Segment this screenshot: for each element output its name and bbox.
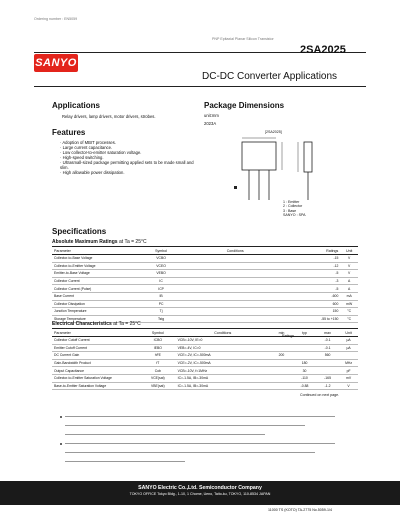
- table-row: Collector Cutoff Current ICBO VCB=-10V, IE=0 -0.1 μA: [52, 337, 358, 345]
- package-label: [2SA2025]: [265, 130, 282, 134]
- ordering-number: Ordering number : EN5059: [34, 17, 78, 21]
- table-row: Base Current IB -600 mA: [52, 292, 358, 300]
- table-row: Collector-to-Emitter Voltage VCEO -12 V: [52, 262, 358, 270]
- table-row: DC Current Gain hFE VCE=-2V, IC=-500mA 200 560: [52, 352, 358, 360]
- package-unit: unit:mm: [204, 113, 219, 118]
- col-header: Symbol: [142, 247, 181, 255]
- table-row: Junction Temperature Tj 150 °C: [52, 308, 358, 316]
- document-code: 11000 TS (KOTO) TA-2775 No.5059-1/4: [268, 508, 332, 512]
- col-header: Unit: [340, 247, 358, 255]
- feature-item: · High-speed switching.: [60, 155, 104, 160]
- page-title: DC-DC Converter Applications: [202, 71, 338, 82]
- table-row: Collector Current IC -3 A: [52, 277, 358, 285]
- pin-list: [283, 200, 343, 218]
- col-header: Parameter: [52, 247, 142, 255]
- features-heading: Features: [52, 128, 86, 137]
- title-rule: [34, 86, 366, 87]
- package-code: 2023A: [204, 121, 217, 126]
- device-type: PNP Epitaxial Planar Silicon Transistor: [212, 37, 274, 41]
- table-row: Storage Temperature Tstg -55 to +150 °C: [52, 315, 358, 323]
- col-header: Symbol: [140, 329, 176, 337]
- table-row: Gain-Bandwidth Product fT VCE=-2V, IC=-500mA 180 MHz: [52, 359, 358, 367]
- sanyo-logo: SANYO: [34, 54, 78, 72]
- package-mark: SANYO : SPA: [283, 213, 306, 218]
- col-header: Ratings: [290, 247, 340, 255]
- disclaimer-line: [60, 426, 350, 435]
- package-heading: Package Dimensions: [204, 101, 285, 110]
- specifications-heading: Specifications: [52, 227, 107, 236]
- col-header: Conditions: [180, 247, 289, 255]
- elec-char-heading: Electrical Characteristics at Ta = 25°C: [52, 321, 141, 327]
- pin-item: 1 : Emitter: [283, 200, 300, 204]
- table-row: Emitter Cutoff Current IEBO VEB=-4V, IC=0 -0.1 μA: [52, 344, 358, 352]
- disclaimer-line: [60, 417, 350, 426]
- elec-char-table: [52, 328, 358, 390]
- feature-item: · Ultrasmall-sized package permitting applied sets to be made small and slim.: [60, 160, 194, 170]
- footer-band: [0, 481, 400, 505]
- col-header: max: [316, 329, 339, 337]
- table-row: Collector-to-Base Voltage VCBO -15 V: [52, 255, 358, 263]
- part-number: 2SA2025: [300, 44, 346, 56]
- table-row: Base-to-Emitter Saturation Voltage VBE(sat) IC=-1.5A, IB=-30mA -0.88 -1.2 V: [52, 382, 358, 390]
- col-header: Unit: [339, 329, 358, 337]
- table-row: Collector Dissipation PC 600 mW: [52, 300, 358, 308]
- pin-item: 2 : Collector: [283, 204, 303, 209]
- disclaimer-line: [60, 408, 350, 417]
- disclaimer-line: [60, 444, 350, 453]
- feature-item: · Low collector-to-emitter saturation voltage.: [60, 150, 142, 155]
- col-header: Parameter: [52, 329, 140, 337]
- pin-item: 3 : Base: [283, 208, 297, 213]
- feature-item: · Large current capacitance.: [60, 145, 113, 150]
- ratings-group-label: Ratings: [282, 334, 295, 338]
- disclaimer-line: [60, 435, 350, 444]
- features-list: [60, 140, 200, 175]
- col-header: min: [270, 329, 293, 337]
- disclaimer-line: [60, 453, 350, 462]
- company-name: SANYO Electric Co.,Ltd. Semiconductor Company: [138, 485, 262, 491]
- applications-text: Relay drivers, lamp drivers, motor drivers, strobes.: [62, 114, 156, 119]
- feature-item: · High allowable power dissipation.: [60, 170, 125, 175]
- table-row: Output Capacitance Cob VCB=-10V, f=1MHz 30 pF: [52, 367, 358, 375]
- disclaimer-block: [60, 408, 350, 462]
- feature-item: · Adoption of MBIT processes.: [60, 140, 117, 145]
- applications-heading: Applications: [52, 101, 101, 110]
- table-row: Collector Current (Pulse) ICP -5 A: [52, 285, 358, 293]
- abs-max-heading: Absolute Maximum Ratings at Ta = 25°C: [52, 239, 147, 245]
- table-row: Collector-to-Emitter Saturation Voltage VCE(sat) IC=-1.5A, IB=-30mA -110 -165 mV: [52, 374, 358, 382]
- continued-note: Continued on next page.: [300, 393, 340, 397]
- abs-max-table: [52, 246, 358, 323]
- col-header: typ: [293, 329, 316, 337]
- col-header: Conditions: [176, 329, 270, 337]
- company-address: TOKYO OFFICE Tokyo Bldg., 1-10, 1 Chome, Ueno, Taito-ku, TOKYO, 110-8534 JAPAN: [129, 492, 271, 496]
- table-row: Emitter-to-Base Voltage VEBO -5 V: [52, 270, 358, 278]
